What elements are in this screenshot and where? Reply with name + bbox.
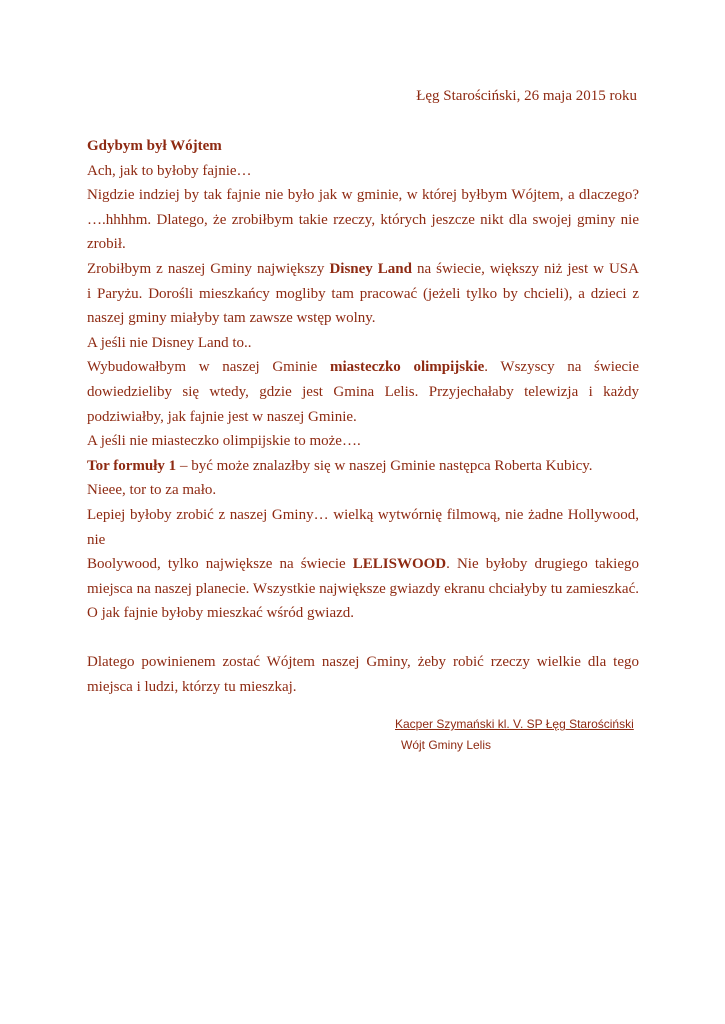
- paragraph-3-line-3: naszej gminy miałyby tam zawsze wstęp wolny.: [87, 310, 376, 327]
- signature-role: Wójt Gminy Lelis: [401, 738, 492, 752]
- paragraph-3-line-2: i Paryżu. Dorośli mieszkańcy mogliby tam pracować (jeżeli tylko by chcieli), a dzieci z: [87, 285, 639, 302]
- disney-land-emphasis: Disney Land: [329, 260, 412, 277]
- paragraph-9-line-4: O jak fajnie byłoby mieszkać wśród gwiazd.: [87, 605, 355, 622]
- paragraph-10-line-1: Dlatego powinienem zostać Wójtem naszej Gminy, żeby robić rzeczy wielkie dla tego: [87, 654, 639, 671]
- paragraph-7: [87, 454, 639, 479]
- paragraph-9-line-3: miejsca na naszej planecie. Wszystkie największe gwiazdy ekranu chciałyby tu zamieszkać.: [87, 580, 639, 597]
- essay-body: [87, 134, 639, 700]
- paragraph-2-line-1: Nigdzie indziej by tak fajnie nie było jak w gminie, w której byłbym Wójtem, a dlaczego?: [87, 187, 639, 204]
- leliswood-emphasis: LELISWOOD: [352, 556, 447, 573]
- signature-block: [395, 714, 634, 756]
- paragraph-10-line-2: miejsca i ludzi, którzy tu mieszkaj.: [87, 679, 297, 696]
- paragraph-8: Nieee, tor to za mało.: [87, 482, 217, 499]
- paragraph-spacer: [87, 626, 639, 651]
- paragraph-3-text-a: Zrobiłbym z naszej Gminy największy: [87, 260, 330, 277]
- paragraph-2-line-3: zrobił.: [87, 236, 126, 253]
- paragraph-9-text-c: . Nie byłoby drugiego takiego: [446, 556, 639, 573]
- paragraph-9-text-a: Boolywood, tylko największe na świecie: [87, 556, 353, 573]
- paragraph-5-line-2: dowiedzieliby się wtedy, gdzie jest Gmina Lelis. Przyjechałaby telewizja i każdy: [87, 383, 639, 400]
- paragraph-3-line-1: [87, 257, 639, 282]
- paragraph-9-line-2: [87, 552, 639, 577]
- paragraph-5-text-a: Wybudowałbym w naszej Gminie: [87, 359, 330, 376]
- paragraph-5-text-c: . Wszyscy na świecie: [484, 359, 640, 376]
- paragraph-1: Ach, jak to byłoby fajnie…: [87, 162, 252, 179]
- essay-title: Gdybym był Wójtem: [87, 138, 222, 154]
- paragraph-3-text-c: na świecie, większy niż jest w USA: [411, 260, 639, 277]
- paragraph-7-text: – być może znalazłby się w naszej Gminie następca Roberta Kubicy.: [176, 457, 593, 474]
- paragraph-4: A jeśli nie Disney Land to..: [87, 334, 252, 351]
- olympic-village-emphasis: miasteczko olimpijskie: [329, 359, 485, 376]
- signature-name: Kacper Szymański kl. V. SP Łęg Starościński: [395, 717, 634, 731]
- date-line: Łęg Starościński, 26 maja 2015 roku: [416, 88, 637, 104]
- paragraph-2-line-2: ….hhhhm. Dlatego, że zrobiłbym takie rzeczy, których jeszcze nikt dla swojej gminy nie: [87, 211, 639, 228]
- paragraph-9-line-1: Lepiej byłoby zrobić z naszej Gminy… wielką wytwórnię filmową, nie żadne Hollywood, nie: [87, 506, 639, 548]
- formula-1-emphasis: Tor formuły 1: [87, 457, 177, 474]
- paragraph-5-line-1: [87, 355, 639, 380]
- paragraph-5-line-3: podziwiałby, jak fajnie jest w naszej Gminie.: [87, 408, 357, 425]
- paragraph-6: A jeśli nie miasteczko olimpijskie to może….: [87, 433, 361, 450]
